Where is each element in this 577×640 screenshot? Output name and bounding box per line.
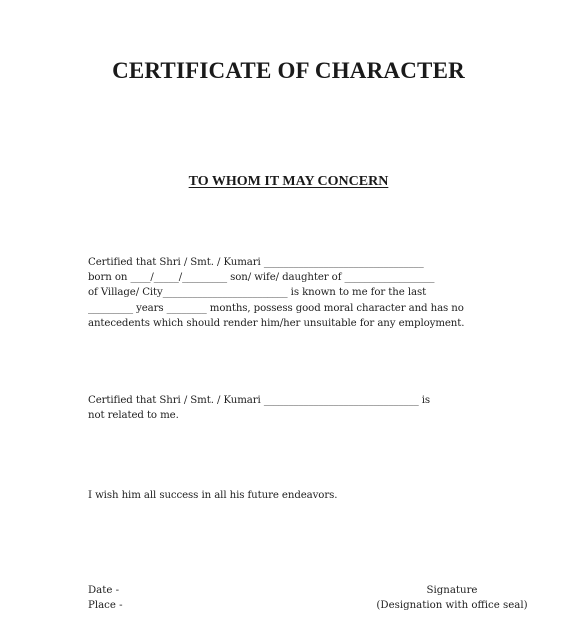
paragraph-line: Certified that Shri / Smt. / Kumari _______________________________ is [88,395,431,406]
paragraph-line: antecedents which should render him/her unsuitable for any employment. [88,317,465,329]
paragraph-line: I wish him all success in all his future endeavors. [88,490,338,501]
paragraph-line: of Village/ City_________________________ is known to me for the last [88,287,427,299]
wishes-paragraph [88,488,337,503]
paragraph-line: not related to me. [88,410,179,422]
certificate-title: CERTIFICATE OF CHARACTER [112,58,465,83]
character-certification-paragraph [88,255,464,331]
salutation-text: TO WHOM IT MAY CONCERN [188,174,389,189]
designation-label: (Designation with office seal) [376,599,528,611]
salutation-heading [0,172,577,190]
paragraph-line: _________ years ________ months, possess good moral character and has no [88,302,464,314]
signature-label: Signature [426,585,478,596]
date-label: Date - [88,585,120,596]
not-related-paragraph [88,393,430,423]
paragraph-line: Certified that Shri / Smt. / Kumari ________________________________ [88,257,424,268]
paragraph-line: born on ____/_____/_________ son/ wife/ daughter of __________________ [88,272,435,284]
date-place-block [88,584,123,613]
place-label: Place - [88,599,123,611]
signature-block [367,584,537,613]
